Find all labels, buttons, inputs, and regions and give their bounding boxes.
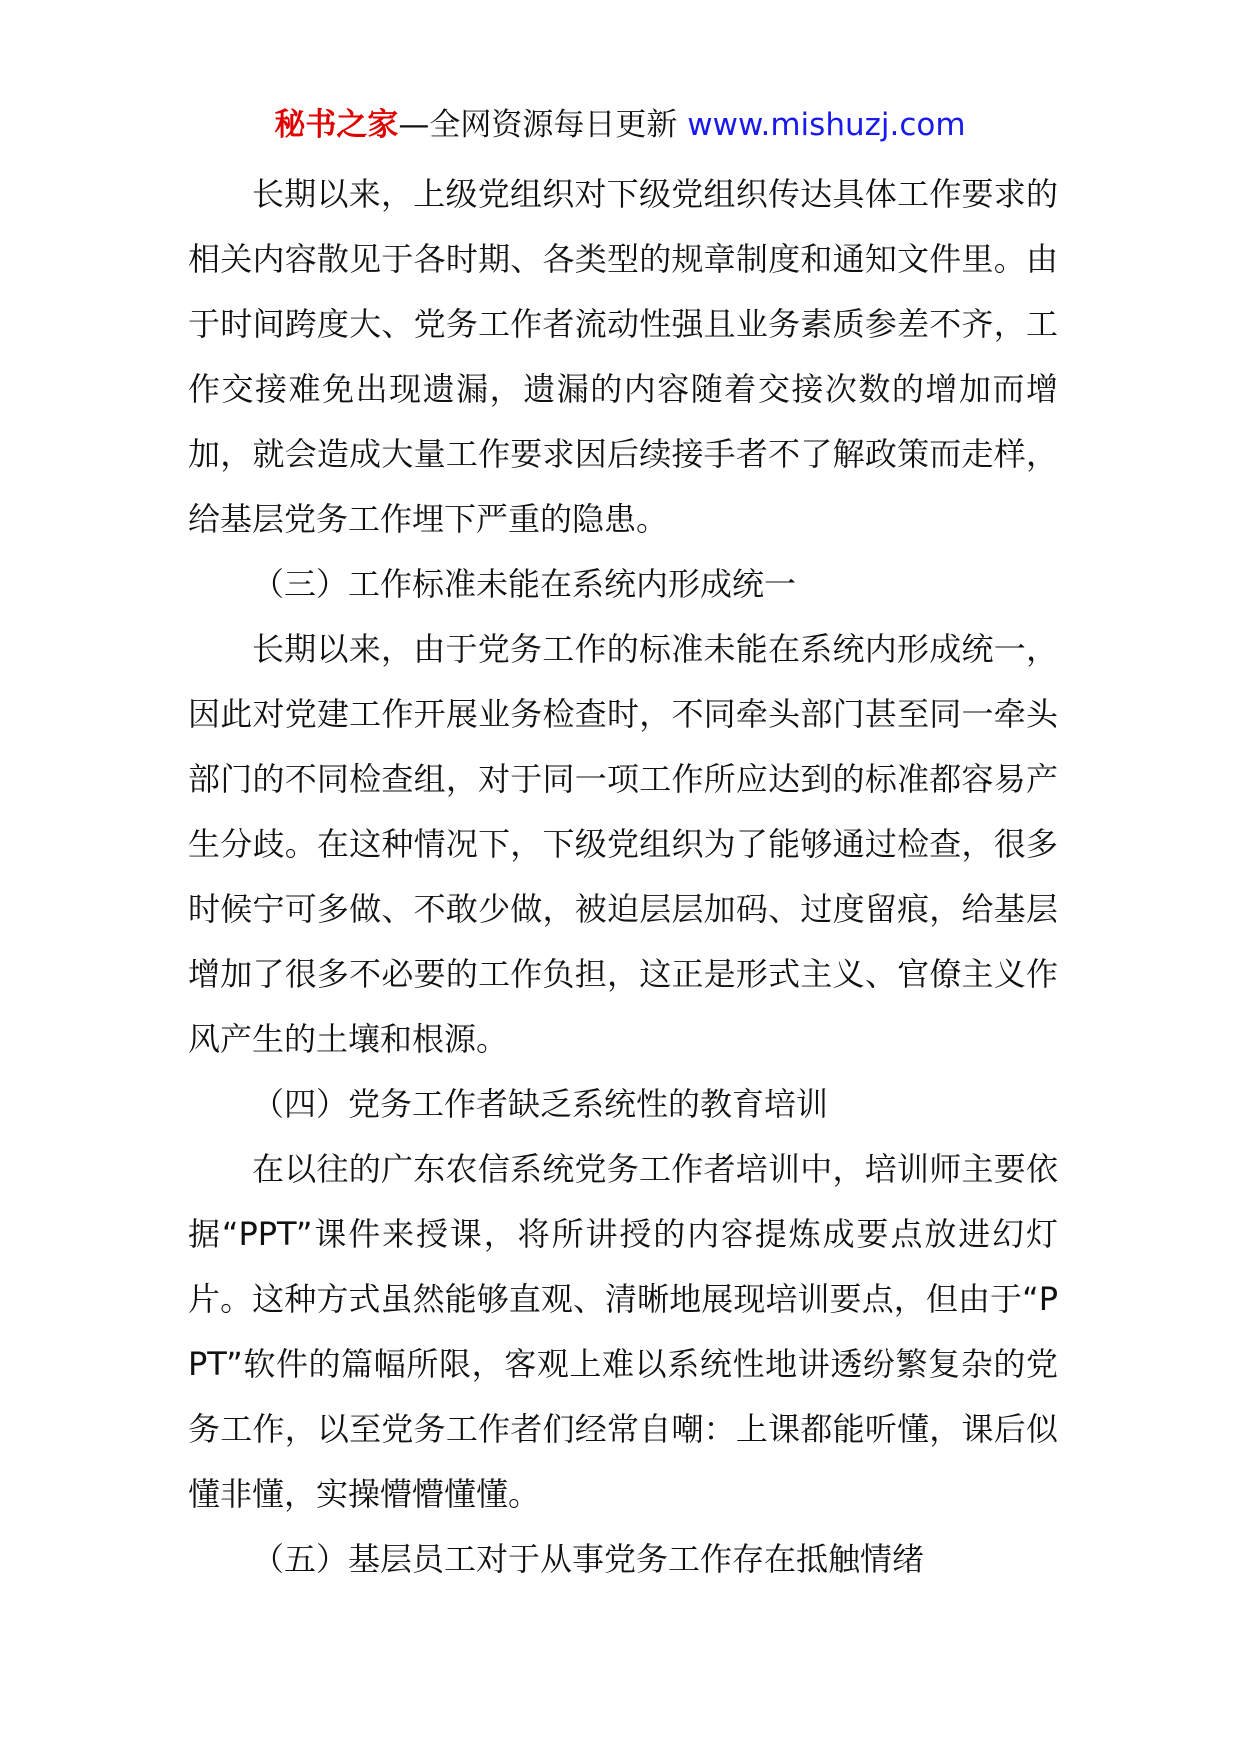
brand-name: 秘书之家 xyxy=(274,107,399,143)
header-slogan: —全网资源每日更新 xyxy=(398,107,688,143)
website-link[interactable]: www.mishuzj.com xyxy=(687,107,966,143)
body-paragraph: 在以往的广东农信系统党务工作者培训中，培训师主要依据“PPT”课件来授课，将所讲授的内容提炼成要点放进幻灯片。这种方式虽然能够直观、清晰地展现培训要点，但由于“PPT”软件的篇幅所限，客观上难以系统性地讲透纷繁复杂的党务工作，以至党务工作者们经常自嘲：上课都能听懂，课后似懂非懂，实操懵懵懂懂。 xyxy=(188,1150,1058,1513)
section-heading: （三）工作标准未能在系统内形成统一 xyxy=(252,565,797,603)
document-body xyxy=(188,162,1058,1592)
page-header xyxy=(0,104,1240,146)
section-heading: （五）基层员工对于从事党务工作存在抵触情绪 xyxy=(252,1540,925,1578)
body-paragraph: 长期以来，上级党组织对下级党组织传达具体工作要求的相关内容散见于各时期、各类型的规章制度和通知文件里。由于时间跨度大、党务工作者流动性强且业务素质参差不齐，工作交接难免出现遗漏，遗漏的内容随着交接次数的增加而增加，就会造成大量工作要求因后续接手者不了解政策而走样，给基层党务工作埋下严重的隐患。 xyxy=(188,175,1058,538)
section-heading: （四）党务工作者缺乏系统性的教育培训 xyxy=(252,1085,829,1123)
body-paragraph: 长期以来，由于党务工作的标准未能在系统内形成统一，因此对党建工作开展业务检查时，不同牵头部门甚至同一牵头部门的不同检查组，对于同一项工作所应达到的标准都容易产生分歧。在这种情况下，下级党组织为了能够通过检查，很多时候宁可多做、不敢少做，被迫层层加码、过度留痕，给基层增加了很多不必要的工作负担，这正是形式主义、官僚主义作风产生的土壤和根源。 xyxy=(188,630,1058,1058)
